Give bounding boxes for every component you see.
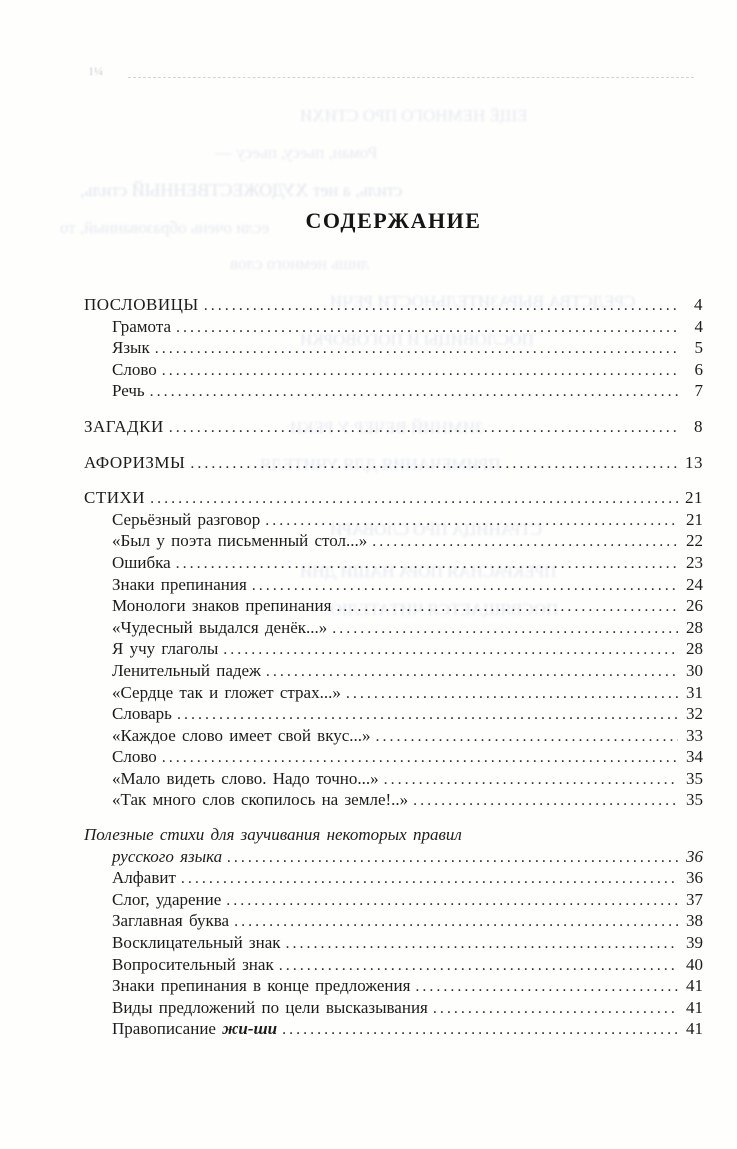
- toc-entry-label: Вопросительный знак: [112, 954, 274, 974]
- toc-row: [84, 933, 703, 955]
- ghost-bleedthrough-text: ЕЩЁ НЕМНОГО ПРО СТИХИ: [300, 106, 528, 125]
- toc-row: [84, 769, 703, 791]
- toc-list: [84, 281, 703, 1041]
- toc-row: [84, 704, 703, 726]
- dot-leader: [169, 417, 678, 437]
- toc-entry-label: Словарь: [112, 704, 172, 724]
- toc-row: [84, 417, 703, 439]
- dot-leader: [376, 726, 678, 746]
- toc-row: [84, 360, 703, 382]
- toc-row: [84, 295, 703, 317]
- dot-leader: [190, 453, 678, 473]
- toc-entry-label: Монологи знаков препинания: [112, 596, 332, 616]
- ghost-bleedthrough-text: лишь немного слов: [230, 254, 370, 273]
- ghost-bleedthrough-text: ПРИМЕЧАНИЯ ДЛЯ УЧИТЕЛЯ: [260, 455, 501, 474]
- toc-entry-label: Серьёзный разговор: [112, 509, 261, 529]
- toc-entry-label: Правописание жи-ши: [112, 1019, 278, 1039]
- dot-leader: [266, 661, 678, 681]
- toc-row: [84, 911, 703, 933]
- ghost-bleedthrough-text: стиль, а нет ХУДОЖЕСТВЕННЫЙ стиль,: [80, 180, 403, 200]
- toc-entry-label: «Сердце так и гложет страх...»: [112, 682, 341, 702]
- dot-leader: [282, 1019, 678, 1039]
- toc-row: [84, 488, 703, 510]
- dot-leader: [155, 338, 678, 358]
- toc-page-number: 23: [686, 552, 703, 572]
- toc-row: [84, 575, 703, 597]
- toc-row: [84, 531, 703, 553]
- toc-row: [84, 381, 703, 403]
- toc-page-number: 33: [686, 725, 703, 745]
- ghost-bleedthrough-text: 1¼: [88, 64, 103, 78]
- toc-entry-label: ЗАГАДКИ: [84, 416, 164, 436]
- toc-entry-label: Ленительный падеж: [112, 660, 261, 680]
- toc-entry-label: Виды предложений по цели высказывания: [112, 997, 428, 1017]
- toc-page-number: 21: [686, 509, 703, 529]
- toc-entry-label: АФОРИЗМЫ: [84, 452, 186, 472]
- toc-entry-label: «Каждое слово имеет свой вкус...»: [112, 725, 371, 745]
- toc-page-number: 30: [686, 660, 703, 680]
- toc-page-number: 32: [686, 704, 703, 724]
- dot-leader: [265, 510, 678, 530]
- toc-page-number: 41: [686, 997, 703, 1017]
- toc-row: [84, 955, 703, 977]
- toc-entry-label: Полезные стихи для заучивания некоторых правил: [84, 825, 462, 845]
- dot-leader: [150, 488, 678, 508]
- toc-page-number: 35: [686, 768, 703, 788]
- ghost-bleedthrough-text: ПОСВЯЩАЕТСЯ ЧИТАТЕЛЮ: [330, 600, 559, 619]
- toc-row: [84, 683, 703, 705]
- toc-entry-label: Знаки препинания: [112, 574, 247, 594]
- toc-entry-label: русского языка: [112, 846, 223, 866]
- toc-page-number: 36: [686, 868, 703, 888]
- toc-entry-label: Знаки препинания в конце предложения: [112, 976, 411, 996]
- scan-artifact-rule: [128, 77, 694, 78]
- ghost-bleedthrough-text: ПОСЛОВИЦЫ И ПОГОВОРКИ: [300, 330, 534, 349]
- dot-leader: [227, 847, 678, 867]
- toc-entry-label: «Мало видеть слово. Надо точно...»: [112, 768, 379, 788]
- toc-row: [84, 553, 703, 575]
- dot-leader: [372, 531, 678, 551]
- dot-leader: [162, 360, 678, 380]
- toc-page-number: 24: [686, 574, 703, 594]
- toc-row: [84, 998, 703, 1020]
- toc-entry-label: Заглавная буква: [112, 911, 230, 931]
- toc-page-number: 40: [686, 954, 703, 974]
- toc-row: [84, 976, 703, 998]
- toc-entry-label: Слово: [112, 747, 157, 767]
- toc-page-number: 5: [694, 338, 703, 358]
- dot-leader: [433, 998, 678, 1018]
- dot-leader: [177, 704, 678, 724]
- toc-entry-label: «Чудесный выдался денёк...»: [112, 617, 328, 637]
- dot-leader: [204, 295, 678, 315]
- dot-leader: [252, 575, 678, 595]
- toc-page-number: 4: [694, 316, 703, 336]
- dot-leader: [384, 769, 678, 789]
- dot-leader: [346, 683, 678, 703]
- ghost-bleedthrough-text: ПРЕКРАСНАЯ ПОРА НАШИ ДНИ: [300, 562, 557, 581]
- dot-leader: [336, 596, 678, 616]
- toc-entry-label: «Так много слов скопилось на земле!..»: [112, 790, 409, 810]
- dot-leader: [286, 933, 678, 953]
- toc-row: [84, 639, 703, 661]
- toc-page-number: 6: [694, 359, 703, 379]
- toc-row: [84, 453, 703, 475]
- toc-page-number: 34: [686, 747, 703, 767]
- dot-leader: [234, 911, 678, 931]
- ghost-bleedthrough-text: ЗИМНИЙ ВЕЧЕР У РЕКИ: [290, 418, 484, 437]
- toc-page-number: 41: [686, 976, 703, 996]
- toc-row: [84, 596, 703, 618]
- toc-row: [84, 790, 703, 812]
- dot-leader: [332, 618, 678, 638]
- toc-entry-label: Речь: [112, 381, 145, 401]
- ghost-bleedthrough-text: Роман, пьесу, пьесу —: [215, 143, 378, 162]
- dot-leader: [176, 553, 678, 573]
- toc-row: [84, 825, 703, 847]
- toc-entry-label: Слово: [112, 359, 157, 379]
- dot-leader: [150, 381, 678, 401]
- toc-row: [84, 747, 703, 769]
- toc-page-number: 7: [694, 381, 703, 401]
- dot-leader: [279, 955, 678, 975]
- toc-entry-label: СТИХИ: [84, 488, 146, 508]
- toc-page-number: 31: [686, 682, 703, 702]
- toc-entry-label: Ошибка: [112, 552, 171, 572]
- toc-row: [84, 868, 703, 890]
- toc-page-number: 35: [686, 790, 703, 810]
- toc-entry-label: Восклицательный знак: [112, 933, 281, 953]
- toc-entry-label: Язык: [112, 338, 150, 358]
- toc-page-number: 39: [686, 933, 703, 953]
- toc-page-number: 21: [685, 488, 703, 508]
- ghost-bleedthrough-text: СРЕДСТВА ВЫРАЗИТЕЛЬНОСТИ РЕЧИ: [330, 292, 636, 311]
- dot-leader: [162, 747, 678, 767]
- ghost-bleedthrough-text: СТРАНИЦА ПРО СЛОВАРИ: [330, 520, 543, 539]
- toc-entry-label: Слог, ударение: [112, 889, 222, 909]
- dot-leader: [176, 317, 678, 337]
- toc-row: [84, 726, 703, 748]
- toc-entry-label: Я учу глаголы: [112, 639, 219, 659]
- toc-row: [84, 338, 703, 360]
- toc-page-number: 28: [686, 639, 703, 659]
- toc-page-number: 37: [686, 889, 703, 909]
- toc-row: [84, 890, 703, 912]
- toc-page-number: 13: [685, 452, 703, 472]
- dot-leader: [223, 639, 678, 659]
- dot-leader: [226, 890, 678, 910]
- dot-leader: [413, 790, 678, 810]
- ghost-bleedthrough-text: если очень образованный, то: [60, 218, 270, 237]
- page-title-wrap: [84, 208, 703, 234]
- toc-page-number: 36: [686, 846, 703, 866]
- toc-page-number: 26: [686, 596, 703, 616]
- toc-row: [84, 661, 703, 683]
- toc-row: [84, 847, 703, 869]
- toc-page-number: 38: [686, 911, 703, 931]
- toc-row: [84, 618, 703, 640]
- toc-entry-label: Алфавит: [112, 868, 176, 888]
- toc-page-number: 41: [686, 1019, 703, 1039]
- toc-page-number: 4: [694, 295, 703, 314]
- toc-page-number: 28: [686, 617, 703, 637]
- dot-leader: [415, 976, 678, 996]
- toc-entry-label: ПОСЛОВИЦЫ: [84, 295, 199, 314]
- dot-leader: [181, 868, 678, 888]
- toc-row: [84, 317, 703, 339]
- toc-row: [84, 510, 703, 532]
- toc-page-number: 22: [686, 531, 703, 551]
- toc-row: [84, 1019, 703, 1041]
- toc-entry-label-emphasis: жи-ши: [222, 1019, 278, 1039]
- toc-page-number: 8: [694, 416, 703, 436]
- toc-entry-label: «Был у поэта письменный стол...»: [112, 531, 368, 551]
- page-title: СОДЕРЖАНИЕ: [305, 208, 482, 233]
- toc-entry-label: Грамота: [112, 316, 172, 336]
